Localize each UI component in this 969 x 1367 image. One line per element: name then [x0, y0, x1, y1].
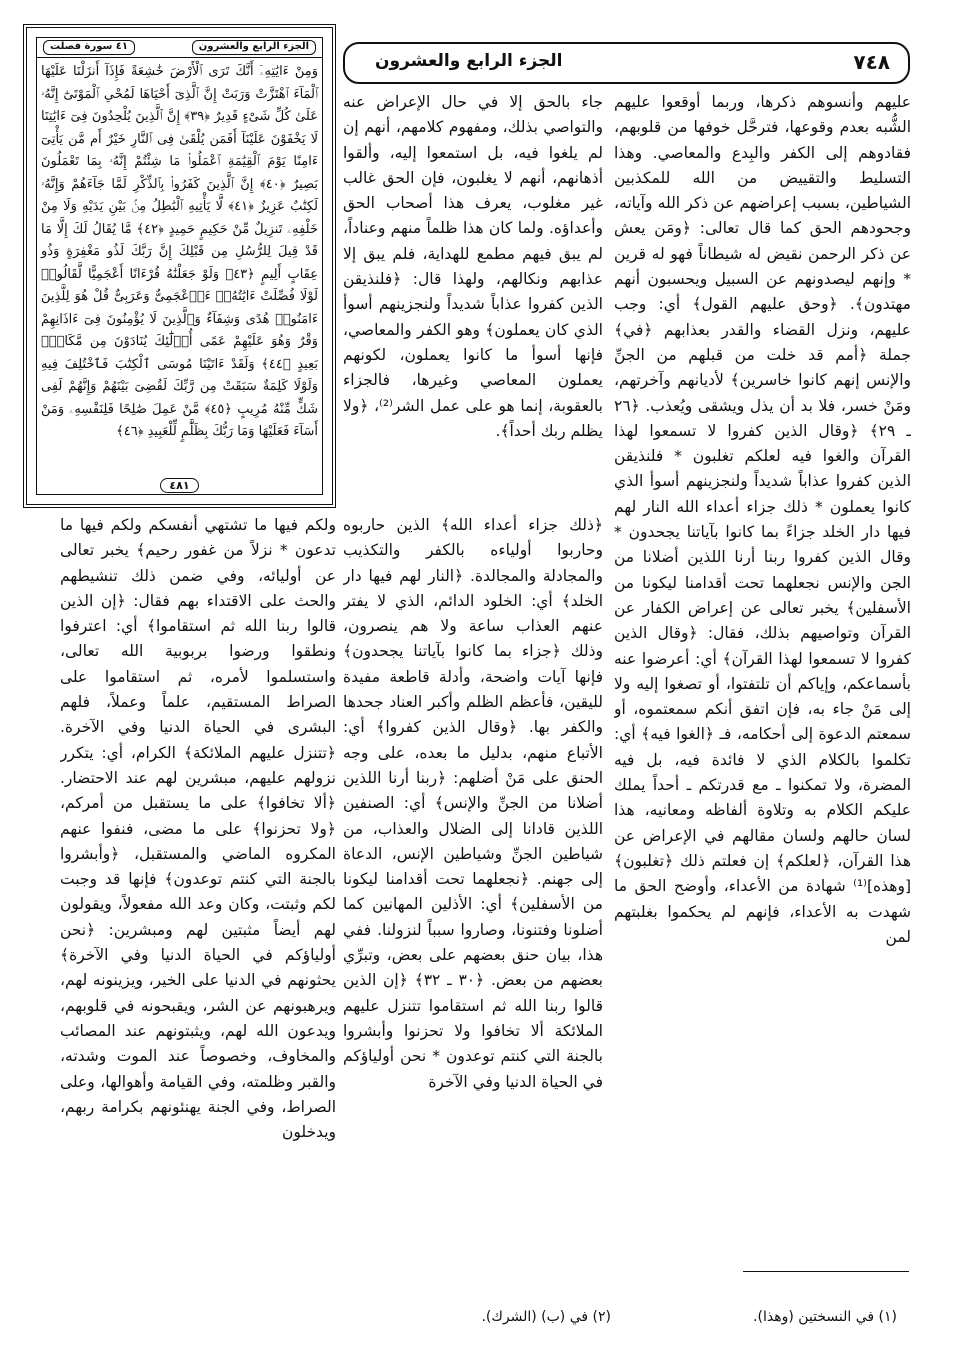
mushaf-page-number: ٤٨١	[160, 478, 198, 493]
mushaf-footer	[37, 479, 322, 492]
column-middle-bottom	[343, 513, 603, 1255]
mushaf-juz-label: الجزء الرابع والعشرون	[192, 40, 316, 55]
footnote-2: (٢) في (ب) (الشرك).	[481, 1309, 611, 1325]
column-middle-bottom-text: ﴿ذلك جزاء أعداء الله﴾ الذين حاربوه وحاربوا أولياءه بالكفر والتكذيب والمجادلة والمجالدة. ﴿النار لهم فيها دار الخلد﴾ أي: الخلود الدائم، الذي لا يفتر عنهم العذاب ساعة ولا هم ينصرون، وذلك ﴿جزاء بما كانوا بآياتنا يجحدون﴾ فإنها آيات واضحة، وأدلة قاطعة مفيدة لليقين، فأعظم الظلم وأكبر العناد جحدها والكفر بها. ﴿وقال الذين كفروا﴾ أي: الأتباع منهم، بدليل ما بعده، على وجه الحنق على مَنْ أضلهم: ﴿ربنا أرنا اللذين أضلانا من الجنِّ والإنس﴾ أي: الصنفين اللذين قادانا إلى الضلال والعذاب، من شياطين الجنِّ وشياطين الإنس، الدعاة إلى جهنم. ﴿نجعلهما تحت أقدامنا ليكونا من الأسفلين﴾ أي: الأذلين المهانين كما أضلونا وفتنونا، وصاروا سبباً لنزولنا. ففي هذا، بيان حنق بعضهم على بعض، وتبرِّي بعضهم من بعض. ﴿٣٠ ـ ٣٢﴾ ﴿إن الذين قالوا ربنا الله ثم استقاموا تتنزل عليهم الملائكة ألا تخافوا ولا تحزنوا وأبشروا بالجنة التي كنتم توعدون * نحن أولياؤكم في الحياة الدنيا وفي الآخرة	[343, 516, 603, 1091]
header-title: الجزء الرابع والعشرون	[375, 51, 563, 71]
column-left-text: ولكم فيها ما تشتهي أنفسكم ولكم فيها ما تدعون * نزلاً من غفور رحيم﴾ يخبر تعالى عن أوليائه، وفي ضمن ذلك تنشيطهم والحث على الاقتداء بهم فقال: ﴿إن الذين قالوا ربنا الله ثم استقاموا﴾ أي: اعترفوا ونطقوا ورضوا بربوبية الله تعالى، واستسلموا لأمره، ثم استقاموا على الصراط المستقيم، علماً وعملاً، فلهم البشرى في الحياة الدنيا وفي الآخرة. ﴿تتنزل عليهم الملائكة﴾ الكرام، أي: يتكرر نزولهم عليهم، مبشرين لهم عند الاحتضار. ﴿ألا تخافوا﴾ على ما يستقبل من أمركم، ﴿ولا تحزنوا﴾ على ما مضى، فنفوا عنهم المكروه الماضي والمستقبل، ﴿وأبشروا بالجنة التي كنتم توعدون﴾ فإنها قد وجبت لكم وثبتت، وكان وعد الله مفعولاً، ويقولون لهم أيضاً مثبتين لهم ومبشرين: ﴿نحن أولياؤكم في الحياة الدنيا وفي الآخرة﴾ يحثونهم في الدنيا على الخير، ويزينونه لهم، ويرهبونهم عن الشر، ويقبحونه في قلوبهم، ويدعون الله لهم، ويثبتونهم عند المصائب والمخاوف، وخصوصاً عند الموت وشدته، والقبر وظلمته، وفي القيامة وأهوالها، وعلى الصراط، وفي الجنة يهنئونهم بكرامة ربهم، ويدخلون	[60, 516, 336, 1142]
footnote-divider	[743, 1271, 909, 1272]
quran-inner-frame	[36, 37, 323, 495]
page-number: ٧٤٨	[853, 50, 890, 74]
mushaf-surah-label: ٤١ سورة فصلت	[43, 40, 135, 55]
quran-verses: وَمِنْ ءَايَٰتِهِۦٓ أَنَّكَ تَرَى ٱلْأَرْضَ خَٰشِعَةً فَإِذَآ أَنزَلْنَا عَلَيْهَا ٱلْمَآءَ ٱهْتَزَّتْ وَرَبَتْ إِنَّ ٱلَّذِىٓ أَحْيَاهَا لَمُحْىِ ٱلْمَوْتَىٰٓ إِنَّهُۥ عَلَىٰ كُلِّ شَىْءٍ قَدِيرٌ ﴿٣٩﴾ إِنَّ ٱلَّذِينَ يُلْحِدُونَ فِىٓ ءَايَٰتِنَا لَا يَخْفَوْنَ عَلَيْنَآ أَفَمَن يُلْقَىٰ فِى ٱلنَّارِ خَيْرٌ أَم مَّن يَأْتِىٓ ءَامِنًا يَوْمَ ٱلْقِيَٰمَةِ ٱعْمَلُوا۟ مَا شِئْتُمْ إِنَّهُۥ بِمَا تَعْمَلُونَ بَصِيرٌ ﴿٤٠﴾ إِنَّ ٱلَّذِينَ كَفَرُوا۟ بِٱلذِّكْرِ لَمَّا جَآءَهُمْ وَإِنَّهُۥ لَكِتَٰبٌ عَزِيزٌ ﴿٤١﴾ لَّا يَأْتِيهِ ٱلْبَٰطِلُ مِنۢ بَيْنِ يَدَيْهِ وَلَا مِنْ خَلْفِهِۦ تَنزِيلٌ مِّنْ حَكِيمٍ حَمِيدٍ ﴿٤٢﴾ مَّا يُقَالُ لَكَ إِلَّا مَا قَدْ قِيلَ لِلرُّسُلِ مِن قَبْلِكَ إِنَّ رَبَّكَ لَذُو مَغْفِرَةٍ وَذُو عِقَابٍ أَلِيمٍ ﴿٤٣﴾ وَلَوْ جَعَلْنَٰهُ قُرْءَانًا أَعْجَمِيًّا لَّقَالُوا۟ لَوْلَا فُصِّلَتْ ءَايَٰتُهُۥٓ ءَا۬عْجَمِىٌّ وَعَرَبِىٌّ قُلْ هُوَ لِلَّذِينَ ءَامَنُوا۟ هُدًى وَشِفَآءٌ وَٱلَّذِينَ لَا يُؤْمِنُونَ فِىٓ ءَاذَانِهِمْ وَقْرٌ وَهُوَ عَلَيْهِمْ عَمًى أُو۟لَٰٓئِكَ يُنَادَوْنَ مِن مَّكَانٍۭ بَعِيدٍ ﴿٤٤﴾ وَلَقَدْ ءَاتَيْنَا مُوسَى ٱلْكِتَٰبَ فَٱخْتُلِفَ فِيهِ وَلَوْلَا كَلِمَةٌ سَبَقَتْ مِن رَّبِّكَ لَقُضِىَ بَيْنَهُمْ وَإِنَّهُمْ لَفِى شَكٍّ مِّنْهُ مُرِيبٍ ﴿٤٥﴾ مَّنْ عَمِلَ صَٰلِحًا فَلِنَفْسِهِۦ وَمَنْ أَسَآءَ فَعَلَيْهَا وَمَا رَبُّكَ بِظَلَّٰمٍ لِّلْعَبِيدِ ﴿٤٦﴾	[41, 64, 319, 439]
quran-text-box	[23, 24, 336, 508]
column-left	[60, 513, 336, 1255]
column-middle-top-text: جاء بالحق إلا في حال الإعراض عنه والتواصي بذلك، ومفهوم كلامهم، أنهم إن لم يلغوا فيه، بل استمعوا إليه، وألقوا أذهانهم، أنهم لا يغلبون، فإن الحق غالب غير مغلوب، يعرف هذا أصحاب الحق وأعداؤه. ولما كان هذا ظلماً منهم وعناداً، لم يبق فيهم مطمع للهداية، فلم يبق إلا عذابهم ونكالهم، ولهذا قال: ﴿فلنذيقن الذين كفروا عذاباً شديداً ولنجزينهم أسوأ الذي كان يعملون﴾ وهو الكفر والمعاصي، فإنها أسوأ ما كانوا يعملون، لكونهم يعملون المعاصي وغيرها، فالجزاء بالعقوبة، إنما هو على عمل الشر⁽²⁾، ﴿ولا يظلم ربك أحداً﴾.	[343, 93, 603, 440]
column-middle-top	[343, 90, 603, 510]
column-right-text: عليهم وأنسوهم ذكرها، وربما أوقعوا عليهم الشُّبه بعدم وقوعها، فترحَّل خوفها من قلوبهم، فقادوهم إلى الكفر والبِدع والمعاصي. وهذا التسليط والتقييض من الله للمكذبين الشياطين، بسبب إعراضهم عن ذكر الله وآياته، وجحودهم الحق كما قال تعالى: ﴿ومَن يعش عن ذكر الرحمن نقيض له شيطاناً فهو له قرين * وإنهم ليصدونهم عن السبيل ويحسبون أنهم مهتدون﴾. ﴿وحق عليهم القول﴾ أي: وجب عليهم، ونزل القضاء والقدر بعذابهم ﴿في﴾ جملة ﴿أمم قد خلت من قبلهم من الجنِّ والإنس إنهم كانوا خاسرين﴾ لأديانهم وآخرتهم، ومَنْ خسر، فلا بد أن يذل ويشقى ويُعذب. ﴿٢٦ ـ ٢٩﴾ ﴿وقال الذين كفروا لا تسمعوا لهذا القرآن والغوا فيه لعلكم تغلبون * فلنذيقن الذين كفروا عذاباً شديداً ولنجزينهم أسوأ الذي كانوا يعملون * ذلك جزاء أعداء الله النار لهم فيها دار الخلد جزاءً بما كانوا بآياتنا يجحدون * وقال الذين كفروا ربنا أرنا اللذين أضلانا من الجن والإنس نجعلهما تحت أقدامنا ليكونا من الأسفلين﴾ يخبر تعالى عن إعراض الكفار عن القرآن وتواصيهم بذلك، فقال: ﴿وقال الذين كفروا لا تسمعوا لهذا القرآن﴾ أي: أعرضوا عنه بأسماعكم، وإياكم أن تلتفتوا، أو تصغوا إليه ولا إلى مَنْ جاء به، فإن اتفق أنكم سمعتموه، أو سمعتم الدعوة إلى أحكامه، فـ ﴿الغوا فيه﴾ أي: تكلموا بالكلام الذي لا فائدة فيه، بل فيه المضرة، ولا تمكنوا ـ مع قدرتكم ـ أحداً يملك عليكم الكلام به وتلاوة ألفاظه ومعانيه، هذا لسان حالهم ولسان مقالهم في الإعراض عن هذا القرآن، ﴿لعلكم﴾ إن فعلتم ذلك ﴿تغلبون﴾ [وهذه]⁽¹⁾ شهادة من الأعداء، وأوضح الحق ما شهدت به الأعداء، فإنهم لم يحكموا بغلبتهم لمن	[614, 93, 911, 946]
mushaf-header	[37, 38, 322, 58]
footnote-1: (١) في النسختين (وهذا).	[753, 1309, 897, 1325]
column-right	[614, 90, 911, 1255]
page-header	[343, 42, 910, 84]
